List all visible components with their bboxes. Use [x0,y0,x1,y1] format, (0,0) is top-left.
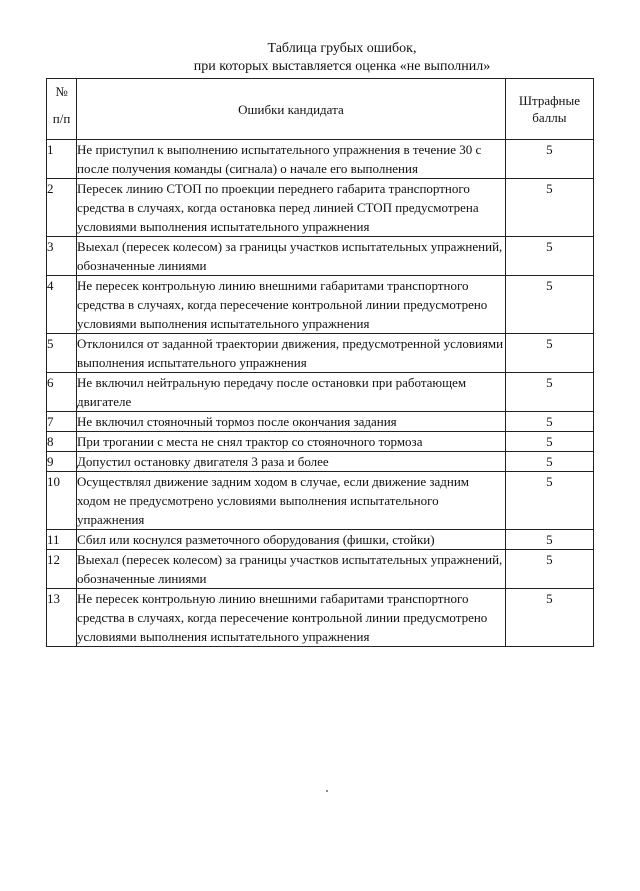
errors-table [46,78,594,647]
row-number: 6 [47,373,77,412]
row-number: 10 [47,472,77,530]
row-error-text: Отклонился от заданной траектории движения, предусмотренной условиями выполнения испытательного упражнения [77,334,506,373]
table-row [47,276,594,334]
header-row [47,79,594,140]
header-number [47,79,77,140]
row-error-text: Пересек линию СТОП по проекции переднего габарита транспортного средства в случаях, когда остановка перед линией СТОП предусмотрена условиями выполнения испытательного упражнения [77,179,506,237]
row-penalty-points: 5 [505,412,593,432]
table-row [47,472,594,530]
row-number: 4 [47,276,77,334]
row-penalty-points: 5 [505,432,593,452]
row-number: 7 [47,412,77,432]
row-error-text: Выехал (пересек колесом) за границы участков испытательных упражнений, обозначенные линиями [77,550,506,589]
row-number: 1 [47,140,77,179]
row-error-text: Осуществлял движение задним ходом в случае, если движение задним ходом не предусмотрено условиями выполнения испытательного упражнения [77,472,506,530]
table-row [47,237,594,276]
row-penalty-points: 5 [505,276,593,334]
row-penalty-points: 5 [505,373,593,412]
row-number: 9 [47,452,77,472]
table-title-line-2: при которых выставляется оценка «не выполнил» [193,59,491,74]
row-error-text: Не включил стояночный тормоз после окончания задания [77,412,506,432]
row-penalty-points: 5 [505,140,593,179]
row-error-text: Выехал (пересек колесом) за границы участков испытательных упражнений, обозначенные линиями [77,237,506,276]
row-number: 5 [47,334,77,373]
row-penalty-points: 5 [505,452,593,472]
table-row [47,179,594,237]
header-number-symbol: № [55,84,68,99]
row-number: 8 [47,432,77,452]
header-errors: Ошибки кандидата [77,79,506,140]
row-number: 12 [47,550,77,589]
row-number: 11 [47,530,77,550]
header-points [505,79,593,140]
row-penalty-points: 5 [505,550,593,589]
row-penalty-points: 5 [505,530,593,550]
table-row [47,412,594,432]
table-row [47,432,594,452]
table-row [47,589,594,647]
header-points-line-2: баллы [532,110,567,125]
row-error-text: Сбил или коснулся разметочного оборудования (фишки, стойки) [77,530,506,550]
row-penalty-points: 5 [505,472,593,530]
table-row [47,550,594,589]
row-penalty-points: 5 [505,334,593,373]
row-error-text: Не приступил к выполнению испытательного упражнения в течение 30 с после получения команды (сигнала) о начале его выполнения [77,140,506,179]
row-error-text: Допустил остановку двигателя 3 раза и более [77,452,506,472]
row-penalty-points: 5 [505,589,593,647]
header-number-abbr: п/п [52,111,71,126]
row-error-text: Не пересек контрольную линию внешними габаритами транспортного средства в случаях, когда пересечение контрольной линии предусмотрено условиями выполнения испытательного упражнения [77,589,506,647]
row-penalty-points: 5 [505,237,593,276]
row-penalty-points: 5 [505,179,593,237]
table-body [47,140,594,647]
row-number: 13 [47,589,77,647]
table-row [47,373,594,412]
table-title-line-1: Таблица грубых ошибок, [267,41,417,56]
table-row [47,334,594,373]
table-row [47,530,594,550]
row-error-text: При трогании с места не снял трактор со стояночного тормоза [77,432,506,452]
table-row [47,140,594,179]
header-points-line-1: Штрафные [518,93,580,108]
row-error-text: Не включил нейтральную передачу после остановки при работающем двигателе [77,373,506,412]
table-row [47,452,594,472]
row-number: 2 [47,179,77,237]
row-number: 3 [47,237,77,276]
stray-dot [326,790,328,792]
row-error-text: Не пересек контрольную линию внешними габаритами транспортного средства в случаях, когда пересечение контрольной линии предусмотрено условиями выполнения испытательного упражнения [77,276,506,334]
